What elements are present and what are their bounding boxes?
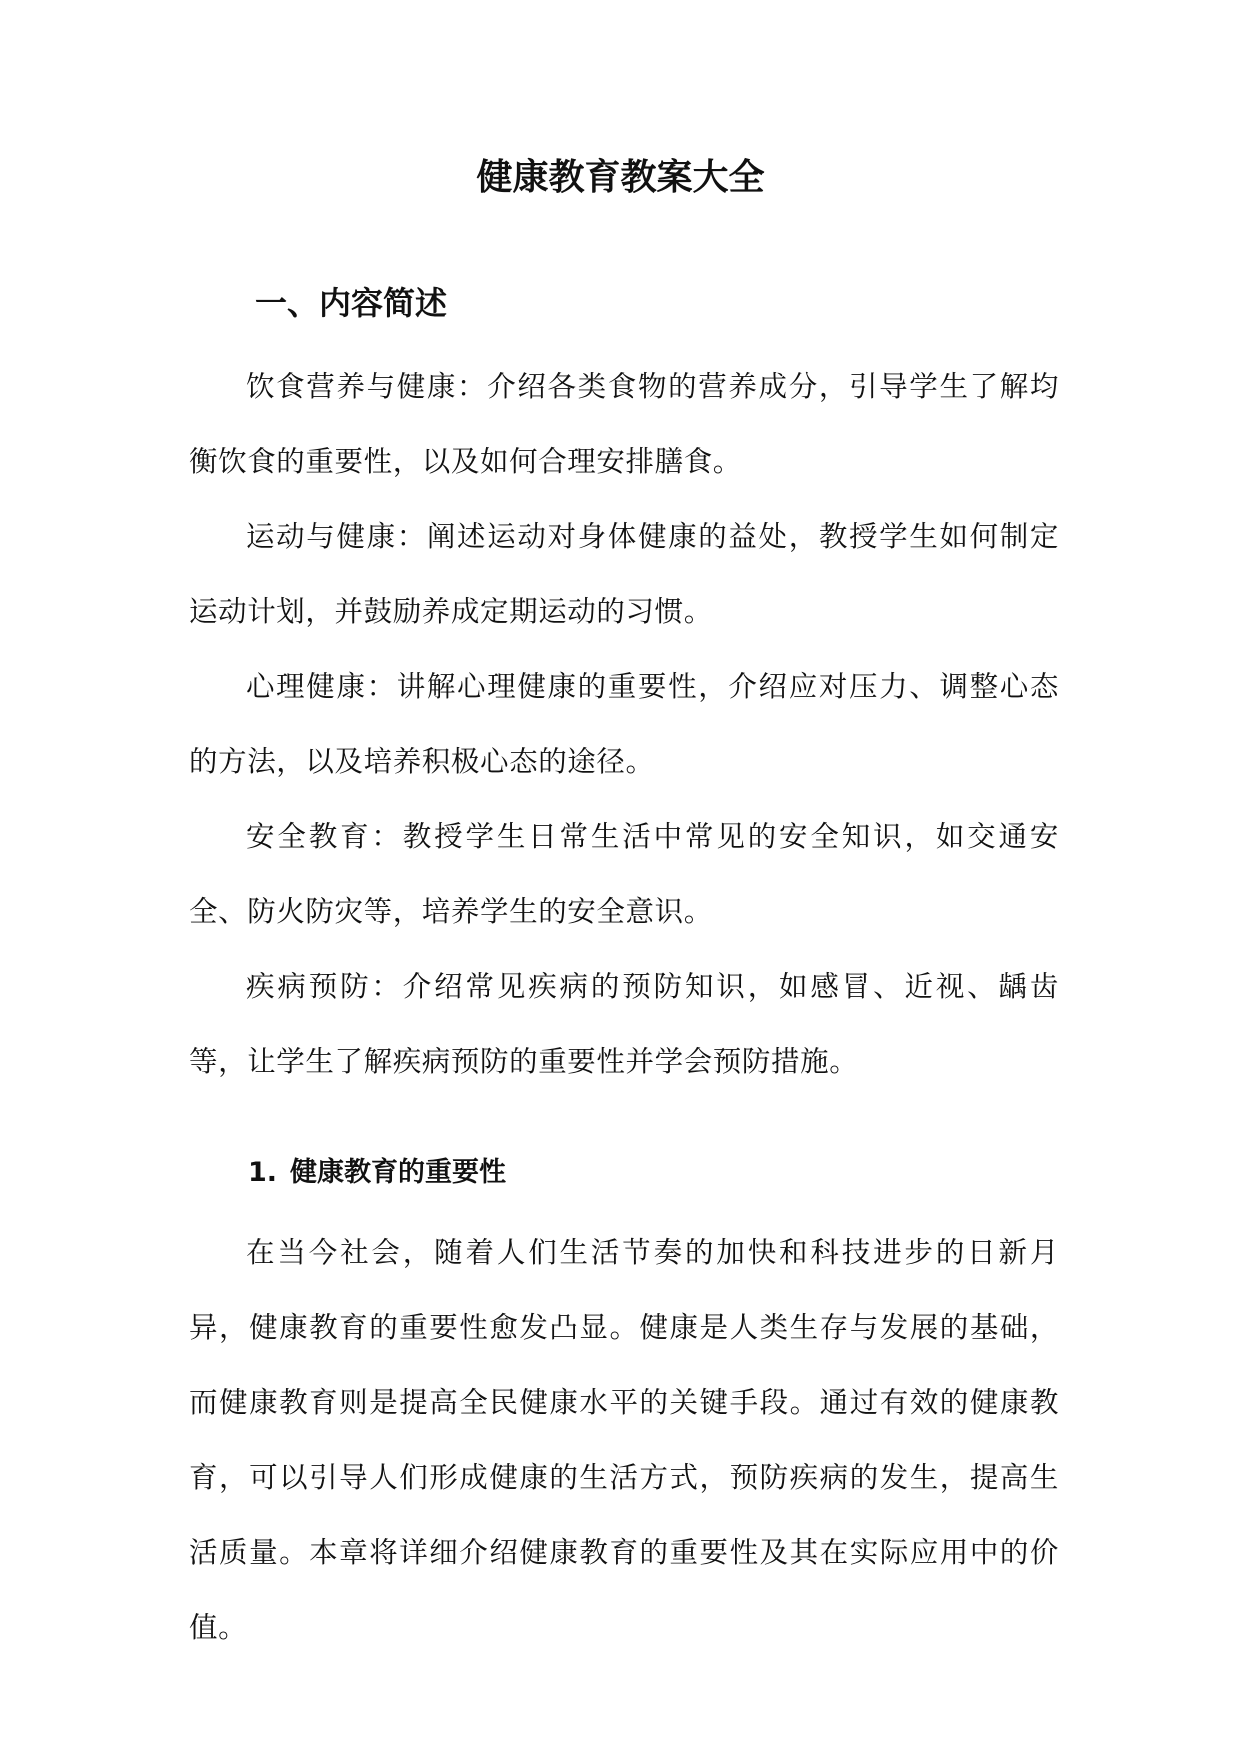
document-title: 健康教育教案大全	[476, 157, 765, 198]
paragraph-disease-prevention: 疾病预防：介绍常见疾病的预防知识，如感冒、近视、龋齿等，让学生了解疾病预防的重要性并学会预防措施。	[189, 970, 1059, 1078]
subsection-heading-importance	[248, 1150, 506, 1196]
paragraph-mental-health: 心理健康：讲解心理健康的重要性，介绍应对压力、调整心态的方法，以及培养积极心态的途径。	[189, 670, 1059, 778]
paragraph-diet-nutrition: 饮食营养与健康：介绍各类食物的营养成分，引导学生了解均衡饮食的重要性，以及如何合理安排膳食。	[189, 370, 1059, 478]
paragraph-exercise-health: 运动与健康：阐述运动对身体健康的益处，教授学生如何制定运动计划，并鼓励养成定期运动的习惯。	[189, 520, 1059, 628]
paragraph-safety-education: 安全教育：教授学生日常生活中常见的安全知识，如交通安全、防火防灾等，培养学生的安全意识。	[189, 820, 1059, 928]
subsection-title: 健康教育的重要性	[290, 1157, 506, 1188]
paragraph-importance-body: 在当今社会，随着人们生活节奏的加快和科技进步的日新月异，健康教育的重要性愈发凸显。健康是人类生存与发展的基础，而健康教育则是提高全民健康水平的关键手段。通过有效的健康教育，可以引导人们形成健康的生活方式，预防疾病的发生，提高生活质量。本章将详细介绍健康教育的重要性及其在实际应用中的价值。	[189, 1236, 1059, 1644]
subsection-number: 1.	[248, 1157, 278, 1188]
section-heading-content-summary: 一、内容简述	[255, 284, 448, 322]
